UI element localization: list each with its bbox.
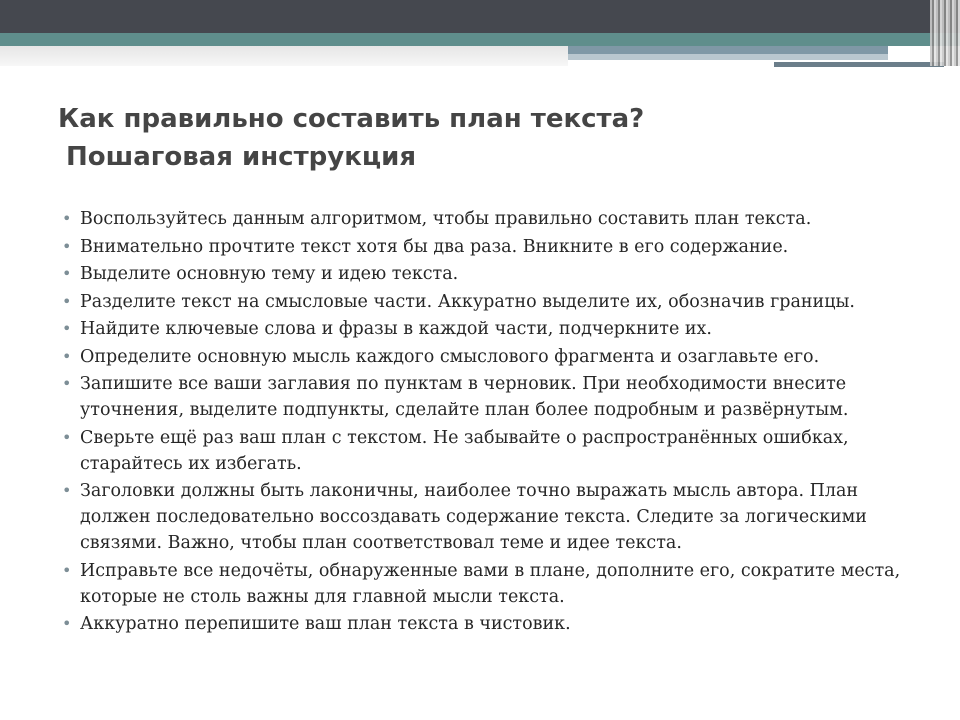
list-item: • Внимательно прочтите текст хотя бы два раза. Вникните в его содержание. — [62, 234, 922, 260]
header-stripe — [774, 62, 944, 67]
list-item: • Выделите основную тему и идею текста. — [62, 261, 922, 287]
list-item: • Найдите ключевые слова и фразы в каждой части, подчеркните их. — [62, 316, 922, 342]
header-dark-bar — [0, 0, 960, 33]
header-teal-band — [0, 33, 960, 46]
slide-title-line1: Как правильно составить план текста? — [58, 104, 645, 134]
instruction-list — [62, 206, 922, 639]
header-stripe — [568, 54, 888, 60]
list-item: • Разделите текст на смысловые части. Аккуратно выделите их, обозначив границы. — [62, 289, 922, 315]
list-item: • Сверьте ещё раз ваш план с текстом. Не забывайте о распространённых ошибках, старайтесь их избегать. — [62, 425, 922, 477]
header-corner-decoration — [930, 0, 960, 66]
header-light-band — [0, 46, 568, 66]
list-item: • Аккуратно перепишите ваш план текста в чистовик. — [62, 611, 922, 637]
list-item: • Исправьте все недочёты, обнаруженные вами в плане, дополните его, сократите места, которые не столь важны для главной мысли текста. — [62, 558, 922, 610]
list-item: • Воспользуйтесь данным алгоритмом, чтобы правильно составить план текста. — [62, 206, 922, 232]
slide-title — [58, 100, 918, 176]
list-item: • Определите основную мысль каждого смыслового фрагмента и озаглавьте его. — [62, 344, 922, 370]
header-stripe — [568, 46, 888, 54]
slide-title-line2: Пошаговая инструкция — [66, 142, 417, 172]
list-item: • Запишите все ваши заглавия по пунктам в черновик. При необходимости внесите уточнения, выделите подпункты, сделайте план более подробным и развёрнутым. — [62, 371, 922, 423]
list-item: • Заголовки должны быть лаконичны, наиболее точно выражать мысль автора. План должен последовательно воссоздавать содержание текста. Следите за логическими связями. Важно, чтобы план соответствовал теме и идее текста. — [62, 478, 922, 556]
